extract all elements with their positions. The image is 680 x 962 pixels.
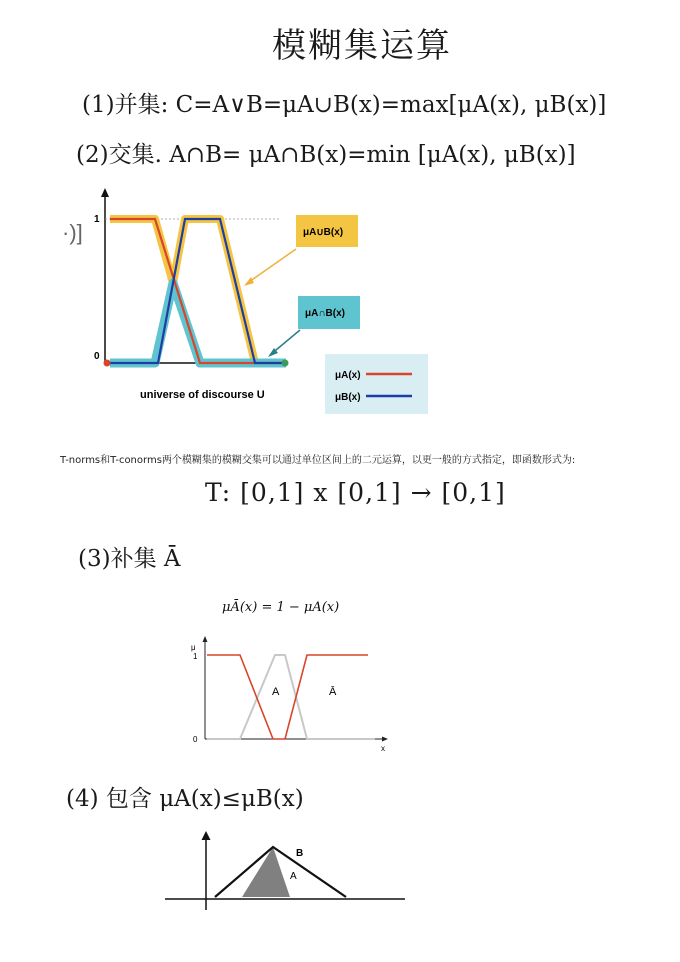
union-highlight (110, 219, 255, 363)
union-intersection-figure (60, 185, 440, 415)
tnorm-formula: T: [0,1] x [0,1] → [0,1] (205, 478, 506, 507)
y-axis-arrow (101, 188, 109, 197)
complement-formula: μĀ(x) = 1 − μA(x) (222, 600, 340, 615)
x-end-marker (282, 360, 289, 367)
intersection-callout-label: μA∩B(x) (305, 308, 346, 319)
legend-label-b: μB(x) (335, 392, 361, 403)
left-fragment: ·)] (62, 220, 83, 245)
union-arrow-head (244, 277, 254, 286)
x-axis-label: universe of discourse U (140, 389, 265, 401)
y-axis-arrow (203, 636, 208, 642)
complement-definition: (3)补集 Ā (78, 546, 181, 572)
complement-figure (185, 635, 400, 755)
y-axis-arrow (202, 831, 211, 840)
y-tick-0: 0 (94, 351, 100, 362)
intersection-highlight (110, 283, 286, 363)
legend-label-a: μA(x) (335, 370, 361, 381)
label-a: A (272, 686, 280, 698)
union-definition: (1)并集: C=A∨B=μA∪B(x)=max[μA(x), μB(x)] (82, 92, 607, 118)
mu-a-curve (110, 219, 286, 363)
label-abar: Ā (329, 686, 337, 698)
x-axis-arrow (382, 737, 388, 742)
intersection-definition: (2)交集. A∩B= μA∩B(x)=min [μA(x), μB(x)] (76, 142, 576, 168)
inclusion-definition: (4) 包含 μA(x)≤μB(x) (66, 786, 304, 812)
label-a: A (290, 871, 297, 882)
y-tick-1: 1 (193, 652, 198, 661)
y-tick-0: 0 (193, 735, 198, 744)
label-b: B (296, 848, 304, 859)
legend-box (325, 354, 428, 414)
inclusion-figure (160, 825, 410, 915)
union-callout-arrow (246, 249, 296, 284)
x-axis-label: x (381, 744, 385, 753)
x-start-marker (104, 360, 111, 367)
union-callout-label: μA∪B(x) (303, 227, 344, 238)
mu-b-curve (110, 219, 286, 363)
tnorm-description: T-norms和T-conorms两个模糊集的模糊交集可以通过单位区间上的二元运算，以更一般的方式指定，即函数形式为: (60, 455, 576, 466)
y-axis-label: μ (191, 643, 196, 652)
page-title: 模糊集运算 (272, 26, 452, 66)
a-curve (207, 655, 375, 739)
y-tick-1: 1 (94, 214, 100, 225)
